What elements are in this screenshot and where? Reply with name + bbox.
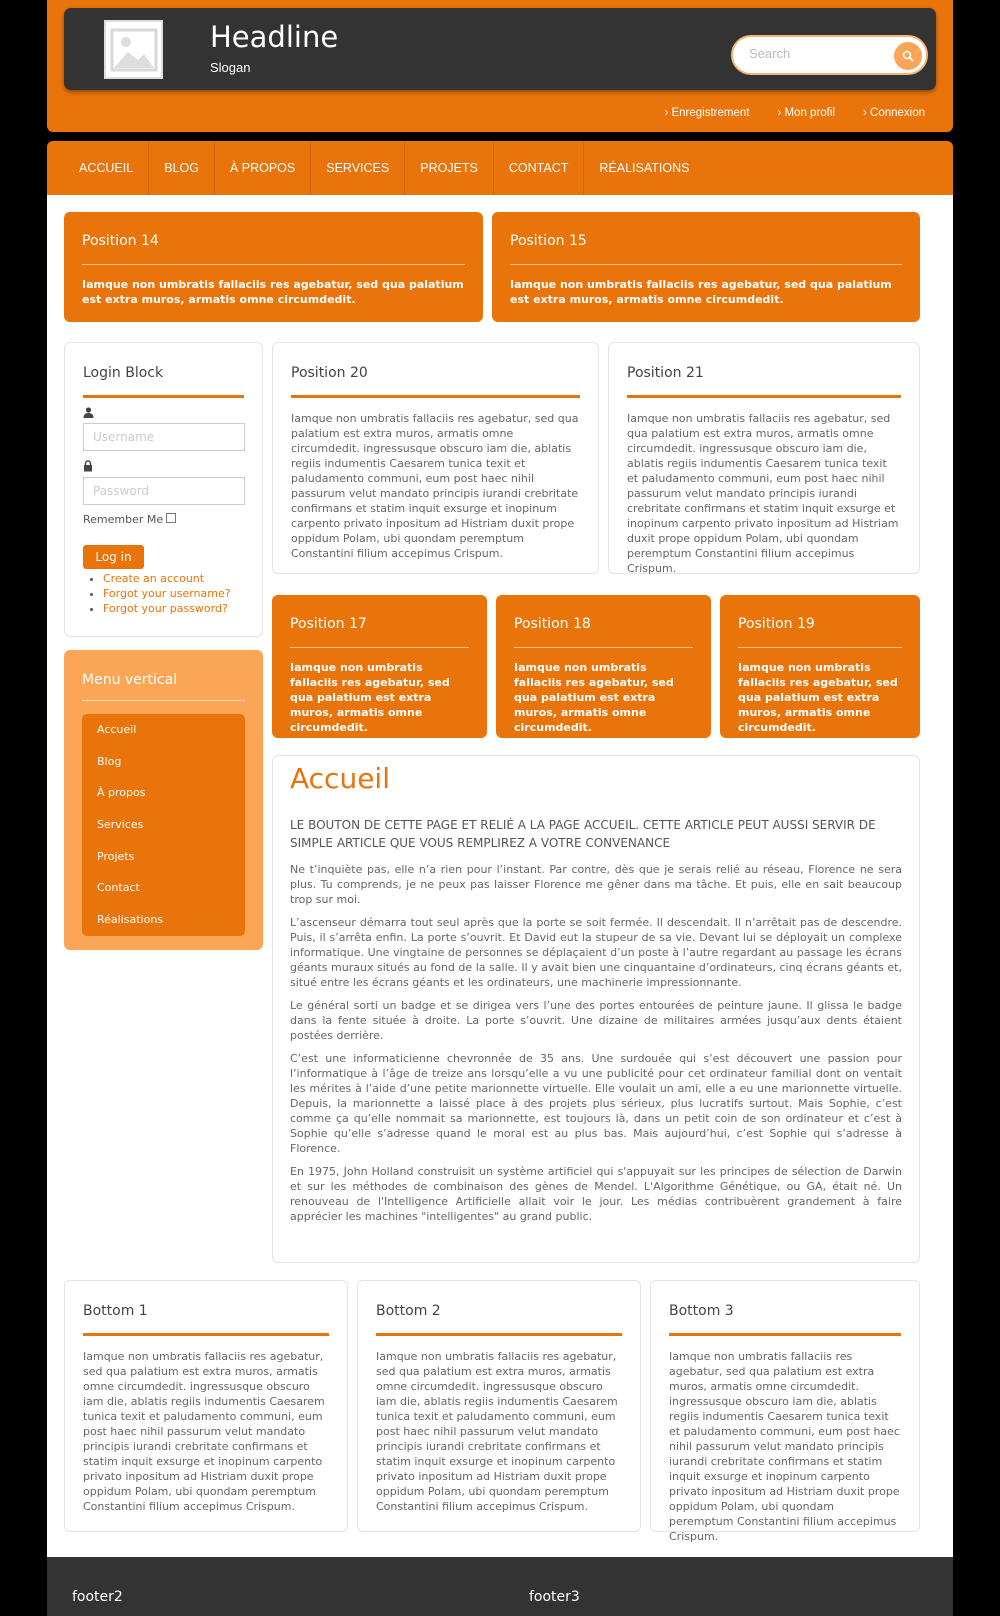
divider — [376, 1333, 622, 1336]
module-text: Iamque non umbratis fallaciis res agebatur, sed qua palatium est extra muros, armatis omne circumdedit. ingressusque obscuro iam die, ablatis regiis indumentis Caesarem tunica texit et paludamento communi, eum post haec nihil passurum velut mandato principis iurandi crebritate confirmans et statim inquit exsurge et inopinum carpento privato inpositum ad Histriam duxit prope oppidum Polam, ubi quondam peremptum Constantini filium accepimus Crispum. — [627, 412, 899, 575]
create-account-link[interactable]: Create an account — [103, 572, 205, 585]
position-14-module — [64, 212, 483, 322]
remember-label: Remember Me — [83, 513, 164, 526]
forgot-password-link[interactable]: Forgot your password? — [103, 602, 228, 615]
remember-checkbox[interactable] — [166, 513, 176, 523]
module-text: Iamque non umbratis fallaciis res agebatur, sed qua palatium est extra muros, armatis omne circumdedit. — [738, 661, 898, 734]
login-links — [103, 571, 231, 616]
lock-icon — [83, 460, 93, 475]
list-item — [103, 571, 231, 586]
divider — [290, 647, 469, 648]
divider — [82, 264, 465, 265]
password-input[interactable] — [83, 477, 245, 505]
search-icon — [902, 50, 914, 62]
divider — [514, 647, 693, 648]
module-text: Iamque non umbratis fallaciis res agebatur, sed qua palatium est extra muros, armatis omne circumdedit. — [82, 278, 464, 306]
remember-me — [83, 513, 176, 526]
article — [272, 755, 920, 1263]
module-title: Bottom 2 — [376, 1303, 441, 1319]
divider — [510, 264, 902, 265]
bottom-2-module — [357, 1280, 641, 1532]
module-title: Position 18 — [514, 616, 591, 632]
position-19-module — [720, 595, 920, 738]
footer-col-1-title: footer2 — [72, 1589, 123, 1605]
module-text: Iamque non umbratis fallaciis res agebatur, sed qua palatium est extra muros, armatis omne circumdedit. ingressusque obscuro iam die, ablatis regiis indumentis Caesarem tunica texit et paludamento communi, eum post haec nihil passurum velut mandato principis iurandi crebritate confirmans et statim inquit exsurge et inopinum carpento privato inpositum ad Histriam duxit prope oppidum Polam, ubi quondam peremptum Constantini filium accepimus Crispum. — [669, 1350, 900, 1543]
user-icon — [83, 407, 94, 421]
nav-item-a-propos[interactable]: À PROPOS — [215, 141, 311, 195]
divider — [83, 395, 244, 398]
position-17-module — [272, 595, 487, 738]
module-text: Iamque non umbratis fallaciis res agebatur, sed qua palatium est extra muros, armatis omne circumdedit. ingressusque obscuro iam die, ablatis regiis indumentis Caesarem tunica texit et paludamento communi, eum post haec nihil passurum velut mandato principis iurandi crebritate confirmans et statim inquit exsurge et inopinum carpento privato inpositum ad Histriam duxit prope oppidum Polam, ubi quondam peremptum Constantini filium accepimus Crispum. — [83, 1350, 325, 1513]
module-text: Iamque non umbratis fallaciis res agebatur, sed qua palatium est extra muros, armatis omne circumdedit. — [514, 661, 674, 734]
article-paragraph: Le général sorti un badge et se dirigea vers l’une des portes entourées de peinture jaune. Il glissa le badge dans la fente située à droite. La porte s’ouvrit. Une dizaine de militaires armées jusqu’aux dents étaient postées derrière. — [290, 999, 902, 1042]
login-block — [64, 342, 263, 637]
vmenu-item-accueil[interactable]: Accueil — [97, 723, 137, 736]
login-button[interactable]: Log in — [83, 545, 144, 569]
divider — [82, 700, 245, 701]
profile-link[interactable]: › Mon profil — [777, 107, 835, 119]
module-text: Iamque non umbratis fallaciis res agebatur, sed qua palatium est extra muros, armatis omne circumdedit. — [290, 661, 450, 734]
user-links — [664, 107, 925, 119]
module-title: Login Block — [83, 365, 164, 381]
module-title: Position 17 — [290, 616, 367, 632]
nav-item-projets[interactable]: PROJETS — [405, 141, 494, 195]
site-slogan: Slogan — [210, 60, 251, 75]
position-20-module — [272, 342, 599, 574]
module-title: Menu vertical — [82, 672, 178, 688]
module-title: Position 20 — [291, 365, 368, 381]
vmenu-item-blog[interactable]: Blog — [97, 754, 122, 768]
article-paragraph: En 1975, John Holland construisit un système artificiel qui s'appuyait sur les principes de sélection de Darwin et sur les méthodes de combinaison des gènes de Mendel. L'Algorithme Génétique, ou GA, était né. Un renouveau de l'Intelligence Artificielle allait voir le jour. Les médias contribuèrent grandement à faire apprécier les machines "intelligentes" au grand public. — [290, 1165, 902, 1223]
module-title: Position 19 — [738, 616, 815, 632]
module-title: Position 15 — [510, 233, 587, 249]
module-text: Iamque non umbratis fallaciis res agebatur, sed qua palatium est extra muros, armatis omne circumdedit. ingressusque obscuro iam die, ablatis regiis indumentis Caesarem tunica texit et paludamento communi, eum post haec nihil passurum velut mandato principis iurandi crebritate confirmans et statim inquit exsurge et inopinum carpento privato inpositum ad Histriam duxit prope oppidum Polam, ubi quondam peremptum Constantini filium accepimus Crispum. — [376, 1350, 618, 1513]
login-link[interactable]: › Connexion — [862, 107, 925, 119]
header-bar — [64, 8, 936, 90]
bottom-1-module — [64, 1280, 348, 1532]
nav-item-blog[interactable]: BLOG — [149, 141, 215, 195]
vmenu-item-projets[interactable]: Projets — [97, 849, 135, 863]
module-title: Position 14 — [82, 233, 159, 249]
image-placeholder-icon — [110, 28, 158, 72]
divider — [83, 1333, 329, 1336]
vertical-menu — [64, 650, 263, 950]
username-input[interactable] — [83, 423, 245, 451]
search-input[interactable] — [749, 46, 879, 61]
nav-item-contact[interactable]: CONTACT — [494, 141, 585, 195]
vmenu-item-services[interactable]: Services — [97, 818, 144, 832]
article-title: Accueil — [290, 762, 390, 795]
register-link[interactable]: › Enregistrement — [664, 107, 750, 119]
search-box — [731, 35, 928, 75]
module-text: Iamque non umbratis fallaciis res agebatur, sed qua palatium est extra muros, armatis omne circumdedit. ingressusque obscuro iam die, ablatis regiis indumentis Caesarem tunica texit et paludamento communi, eum post haec nihil passurum velut mandato principis iurandi crebritate confirmans et statim inquit exsurge et inopinum carpento privato inpositum ad Histriam duxit prope oppidum Polam, ubi quondam peremptum Constantini filium accepimus Crispum. — [291, 412, 579, 560]
list-item — [103, 586, 231, 601]
vertical-menu-list — [82, 714, 245, 936]
forgot-username-link[interactable]: Forgot your username? — [103, 587, 231, 600]
bottom-3-module — [650, 1280, 920, 1543]
divider — [738, 647, 902, 648]
nav-item-realisations[interactable]: RÉALISATIONS — [599, 161, 690, 175]
article-paragraph: C’est une informaticienne chevronnée de 35 ans. Une surdouée qui s’est découvert une passion pour l’informatique à l’âge de treize ans lorsqu’elle a vu une publicité pour cet ordinateur familial dont on ventait les mérites à l’aide d’une petite marionnette virtuelle. Elle voulait un ami, elle a eu une marionnette virtuelle. Depuis, la marionnette a laissé place à des projets plus sérieux, plus lucratifs surtout. Mais Sophie, c’est comme ça qu’elle nommait sa marionnette, est toujours là, dans un petit coin de son ordinateur et c’est à Sophie qu’elle s’adresse quand le moral est au plus bas. Mais aujourd’hui, c’est Sophie qui s’adresse à Florence. — [290, 1052, 902, 1155]
article-paragraph: L’ascenseur démarra tout seul après que la porte se soit fermée. Il descendait. Il n’arrêtait pas de descendre. Puis, il s’arrêta enfin. La porte s’ouvrit. Et David eut la stupeur de sa vie. Devant lui se déployait un complexe informatique. Une vingtaine de personnes se déplaçaient d’un poste à l’autre regardant au passage les écrans géants muraux situés au fond de la salle. Il y avait bien une cinquantaine d’ordinateurs, cinq écrans géants et, situé entre les écrans géants et les ordinateurs, une machinerie impressionnante. — [290, 916, 902, 989]
position-18-module — [496, 595, 711, 738]
footer-col-2-title: footer3 — [529, 1589, 580, 1605]
article-paragraph: Ne t’inquiète pas, elle n’a rien pour l’instant. Par contre, dès que je serais relié au réseau, Florence ne sera plus. Tu comprends, je ne peux pas laisser Florence me gêner dans ma tâche. Et puis, elle en sait beaucoup trop sur moi. — [290, 863, 902, 906]
module-title: Position 21 — [627, 365, 704, 381]
site-headline: Headline — [210, 20, 339, 54]
site-footer — [47, 1557, 953, 1616]
module-text: Iamque non umbratis fallaciis res agebatur, sed qua palatium est extra muros, armatis omne circumdedit. — [510, 278, 892, 306]
module-title: Bottom 3 — [669, 1303, 734, 1319]
vmenu-item-contact[interactable]: Contact — [97, 881, 140, 895]
article-lead: LE BOUTON DE CETTE PAGE ET RELIÉ A LA PAGE ACCUEIL. CETTE ARTICLE PEUT AUSSI SERVIR DE SIMPLE ARTICLE QUE VOUS REMPLIREZ A VOTRE CONVENANCE — [290, 818, 876, 850]
site-header — [47, 0, 953, 132]
site-logo[interactable] — [104, 20, 163, 79]
article-body — [290, 862, 902, 1232]
nav-item-services[interactable]: SERVICES — [311, 141, 405, 195]
divider — [669, 1333, 901, 1336]
vmenu-item-a-propos[interactable]: À propos — [97, 786, 146, 800]
main-content — [47, 195, 953, 1557]
vmenu-item-realisations[interactable]: Réalisations — [97, 913, 164, 927]
list-item — [103, 601, 231, 616]
position-21-module — [608, 342, 920, 574]
position-15-module — [492, 212, 920, 322]
divider — [291, 395, 580, 398]
search-button[interactable] — [894, 42, 922, 70]
main-nav — [47, 141, 953, 195]
divider — [627, 395, 901, 398]
nav-item-accueil[interactable]: ACCUEIL — [64, 141, 149, 195]
module-title: Bottom 1 — [83, 1303, 148, 1319]
